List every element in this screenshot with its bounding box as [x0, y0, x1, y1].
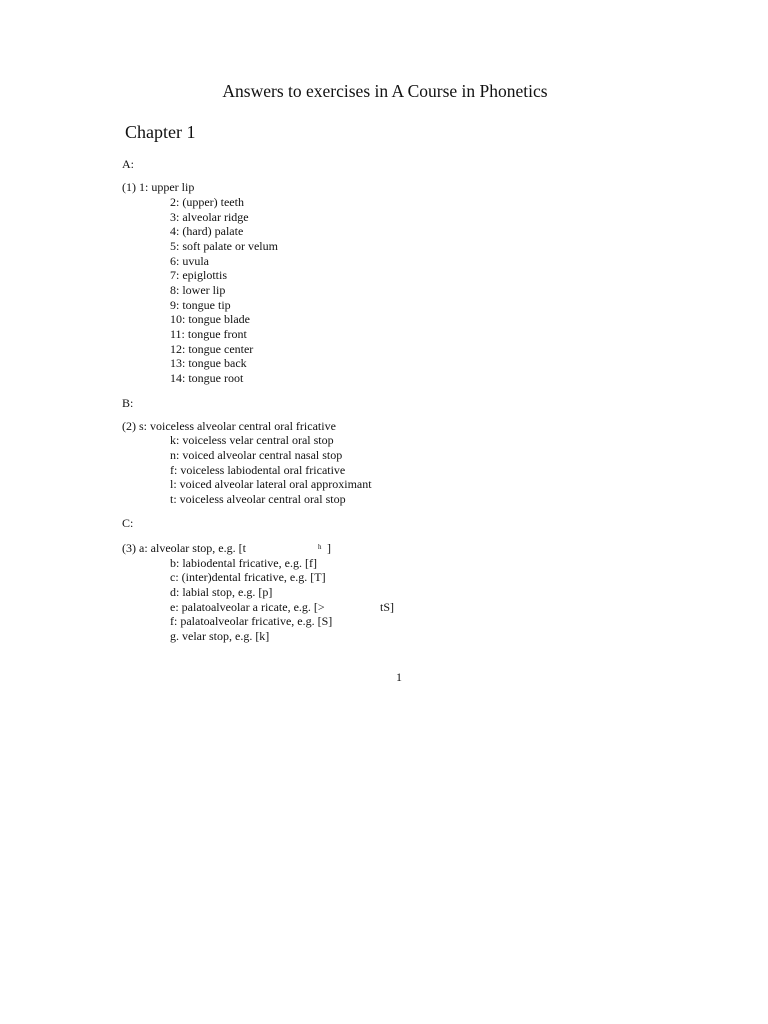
answer-line: t: voiceless alveolar central oral stop	[170, 492, 346, 506]
answer-line: 8: lower lip	[170, 283, 226, 297]
answer-line: f: voiceless labiodental oral fricative	[170, 463, 346, 477]
section-b-heading: B:	[122, 396, 134, 410]
answer-line: e: palatoalveolar a ricate, e.g. [>	[170, 600, 325, 614]
superscript-h: h	[318, 543, 322, 551]
page-number: 1	[396, 670, 402, 684]
answer-line: 7: epiglottis	[170, 268, 227, 282]
section-c-heading: C:	[122, 516, 134, 530]
answer-line-end: tS]	[380, 600, 395, 614]
answer-line: n: voiced alveolar central nasal stop	[170, 448, 343, 462]
document-title: Answers to exercises in A Course in Phonetics	[222, 81, 548, 101]
answer-line: (1) 1: upper lip	[122, 180, 195, 194]
answer-line: 2: (upper) teeth	[170, 195, 244, 209]
answer-line: 11: tongue front	[170, 327, 247, 341]
answer-line: b: labiodental fricative, e.g. [f]	[170, 556, 317, 570]
answer-line: 9: tongue tip	[170, 298, 231, 312]
chapter-heading: Chapter 1	[125, 122, 196, 142]
answer-line: f: palatoalveolar fricative, e.g. [S]	[170, 614, 333, 628]
answer-line: d: labial stop, e.g. [p]	[170, 585, 273, 599]
answer-line: 10: tongue blade	[170, 312, 250, 326]
answer-line-end: ]	[327, 541, 331, 555]
answer-line: g. velar stop, e.g. [k]	[170, 629, 270, 643]
answer-line: 4: (hard) palate	[170, 224, 244, 238]
answer-line: 14: tongue root	[170, 371, 244, 385]
answer-line: (2) s: voiceless alveolar central oral fricative	[122, 419, 336, 433]
answer-line: (3) a: alveolar stop, e.g. [t	[122, 541, 246, 555]
answer-line: 6: uvula	[170, 254, 209, 268]
section-a-heading: A:	[122, 157, 134, 171]
answer-line: k: voiceless velar central oral stop	[170, 433, 334, 447]
answer-line: 5: soft palate or velum	[170, 239, 278, 253]
answer-line: 3: alveolar ridge	[170, 210, 249, 224]
answer-line: 13: tongue back	[170, 356, 247, 370]
answer-line: l: voiced alveolar lateral oral approximant	[170, 477, 372, 491]
answer-line: 12: tongue center	[170, 342, 254, 356]
answer-line: c: (inter)dental fricative, e.g. [T]	[170, 570, 326, 584]
